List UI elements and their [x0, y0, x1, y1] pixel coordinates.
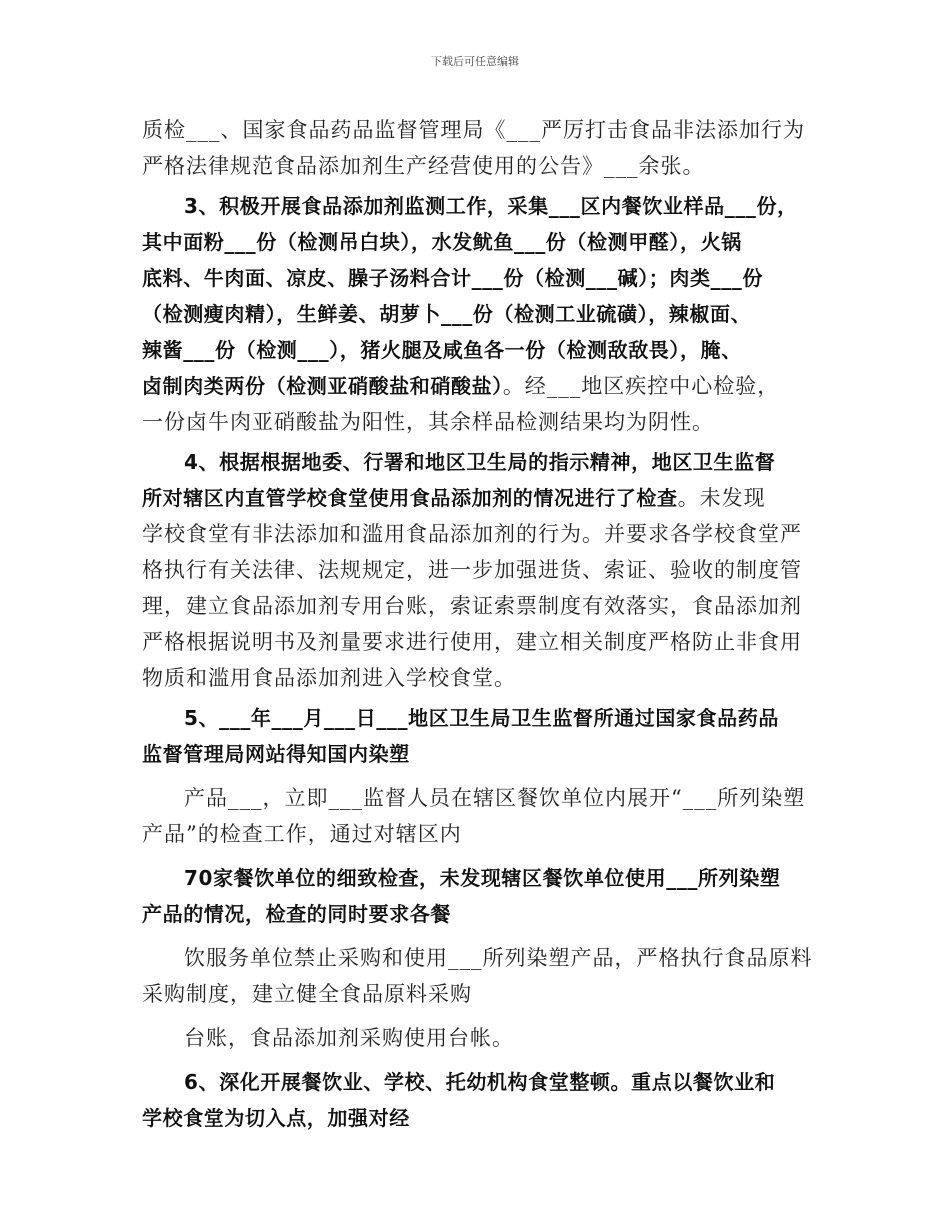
text-line: 理，建立食品添加剂专用台账，索证索票制度有效落实，食品添加剂 — [142, 594, 802, 618]
text-line: 严格根据说明书及剂量要求进行使用，建立相关制度严格防止非食用 — [142, 630, 802, 654]
text-line: （检测瘦肉精），生鲜姜、胡萝卜___份（检测工业硫磺），辣椒面、 — [142, 302, 752, 326]
page-header: 下载后可任意编辑 — [431, 55, 519, 68]
text-line: 其中面粉___份（检测吊白块），水发鱿鱼___份（检测甲醛），火锅 — [142, 230, 742, 254]
text-line: 70家餐饮单位的细致检查，未发现辖区餐饮单位使用___所列染塑 — [184, 866, 781, 890]
text-line: 采购制度，建立健全食品原料采购 — [142, 982, 472, 1006]
normal-run: 。未发现 — [677, 486, 766, 510]
text-line: 严格法律规范食品添加剂生产经营使用的公告》___余张。 — [142, 154, 705, 178]
text-line: 质检___、国家食品药品监督管理局《___严厉打击食品非法添加行为 — [142, 118, 805, 142]
item-3-heading: 3、积极开展食品添加剂监测工作，采集___区内餐饮业样品___份， — [184, 194, 798, 218]
bold-run: 卤制肉类两份（检测亚硝酸盐和硝酸盐） — [142, 374, 503, 398]
text-line: 底料、牛肉面、凉皮、臊子汤料合计___份（检测___碱）；肉类___份 — [142, 266, 763, 290]
text-line: 监督管理局网站得知国内染塑 — [142, 742, 410, 766]
text-line: 格执行有关法律、法规规定，进一步加强进货、索证、验收的制度管 — [142, 558, 802, 582]
text-line: 学校食堂有非法添加和滥用食品添加剂的行为。并要求各学校食堂严 — [142, 522, 802, 546]
bold-run: 所对辖区内直管学校食堂使用食品添加剂的情况进行了检查 — [142, 486, 678, 510]
document-body — [142, 112, 812, 1136]
text-line: 产品的情况，检查的同时要求各餐 — [142, 902, 451, 926]
item-5-heading: 5、___年___月___日___地区卫生局卫生监督所通过国家食品药品 — [184, 706, 779, 730]
text-line: 学校食堂为切入点，加强对经 — [142, 1106, 410, 1130]
text-line — [142, 480, 812, 516]
item-4-heading: 4、根据根据地委、行署和地区卫生局的指示精神，地区卫生监督 — [184, 450, 776, 474]
text-line: 台账，食品添加剂采购使用台帐。 — [184, 1026, 514, 1050]
text-line: 产品”的检查工作，通过对辖区内 — [142, 822, 462, 846]
text-line — [142, 368, 812, 404]
text-line: 一份卤牛肉亚硝酸盐为阳性，其余样品检测结果均为阴性。 — [142, 410, 714, 434]
text-line: 辣酱___份（检测___），猪火腿及咸鱼各一份（检测敌敌畏），腌、 — [142, 338, 742, 362]
text-line: 饮服务单位禁止采购和使用___所列染塑产品，严格执行食品原料 — [184, 946, 813, 970]
item-6-heading: 6、深化开展餐饮业、学校、托幼机构食堂整顿。重点以餐饮业和 — [184, 1070, 776, 1094]
text-line: 物质和滥用食品添加剂进入学校食堂。 — [142, 666, 516, 690]
text-line: 产品___，立即___监督人员在辖区餐饮单位内展开“___所列染塑 — [184, 786, 806, 810]
normal-run: 。经___地区疾控中心检验， — [502, 374, 780, 398]
